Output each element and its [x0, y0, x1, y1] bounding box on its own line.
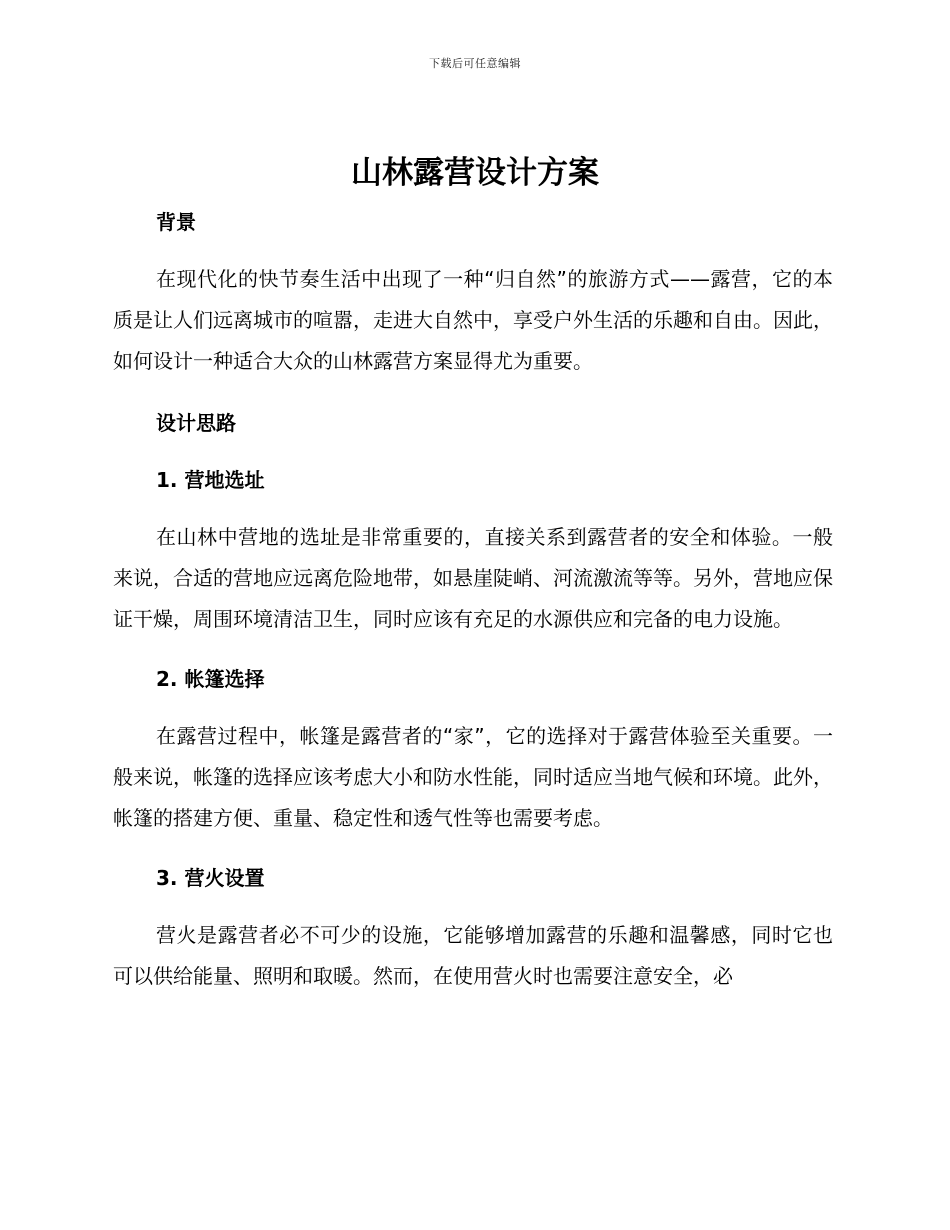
section-heading-background: 背景: [156, 210, 196, 234]
subheading-site-selection: 1. 营地选址: [156, 468, 265, 492]
paragraph-campfire: 营火是露营者必不可少的设施，它能够增加露营的乐趣和温馨感，同时它也可以供给能量、照明和取暖。然而，在使用营火时也需要注意安全，必: [113, 923, 833, 988]
subheading-campfire: 3. 营火设置: [156, 866, 265, 890]
paragraph-background: 在现代化的快节奏生活中出现了一种“归自然”的旅游方式——露营，它的本质是让人们远离城市的喧嚣，走进大自然中，享受户外生活的乐趣和自由。因此，如何设计一种适合大众的山林露营方案显得尤为重要。: [113, 267, 833, 373]
subheading-tent-selection: 2. 帐篷选择: [156, 667, 265, 691]
paragraph-tent-selection: 在露营过程中，帐篷是露营者的“家”，它的选择对于露营体验至关重要。一般来说，帐篷的选择应该考虑大小和防水性能，同时适应当地气候和环境。此外，帐篷的搭建方便、重量、稳定性和透气性等也需要考虑。: [113, 724, 833, 830]
header-note: 下载后可任意编辑: [429, 57, 521, 70]
document-body: [113, 200, 833, 997]
page-title: 山林露营设计方案: [351, 155, 599, 191]
section-heading-design-ideas: 设计思路: [156, 411, 236, 435]
paragraph-site-selection: 在山林中营地的选址是非常重要的，直接关系到露营者的安全和体验。一般来说，合适的营地应远离危险地带，如悬崖陡峭、河流激流等等。另外，营地应保证干燥，周围环境清洁卫生，同时应该有充足的水源供应和完备的电力设施。: [113, 525, 833, 631]
